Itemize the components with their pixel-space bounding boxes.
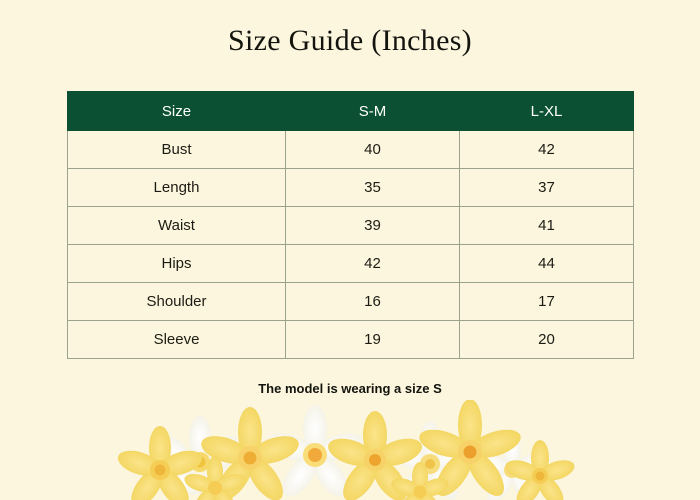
size-table [67,91,634,359]
row-label: Sleeve [68,321,286,359]
table-row [68,207,634,245]
cell-lxl: 44 [460,245,634,283]
column-header-sm: S-M [286,92,460,131]
table-row [68,321,634,359]
daffodil-flowers-illustration [0,400,700,500]
page-title: Size Guide (Inches) [228,24,472,57]
table-row [68,131,634,169]
row-label: Waist [68,207,286,245]
table-row [68,169,634,207]
cell-sm: 16 [286,283,460,321]
column-header-size: Size [68,92,286,131]
cell-lxl: 42 [460,131,634,169]
column-header-lxl: L-XL [460,92,634,131]
table-header-row [68,92,634,131]
row-label: Bust [68,131,286,169]
cell-sm: 40 [286,131,460,169]
row-label: Hips [68,245,286,283]
cell-lxl: 17 [460,283,634,321]
cell-sm: 39 [286,207,460,245]
cell-lxl: 20 [460,321,634,359]
cell-sm: 35 [286,169,460,207]
model-size-note: The model is wearing a size S [258,381,442,396]
cell-lxl: 41 [460,207,634,245]
row-label: Length [68,169,286,207]
row-label: Shoulder [68,283,286,321]
table-row [68,283,634,321]
cell-sm: 42 [286,245,460,283]
table-row [68,245,634,283]
size-table-container [67,91,633,359]
cell-lxl: 37 [460,169,634,207]
cell-sm: 19 [286,321,460,359]
